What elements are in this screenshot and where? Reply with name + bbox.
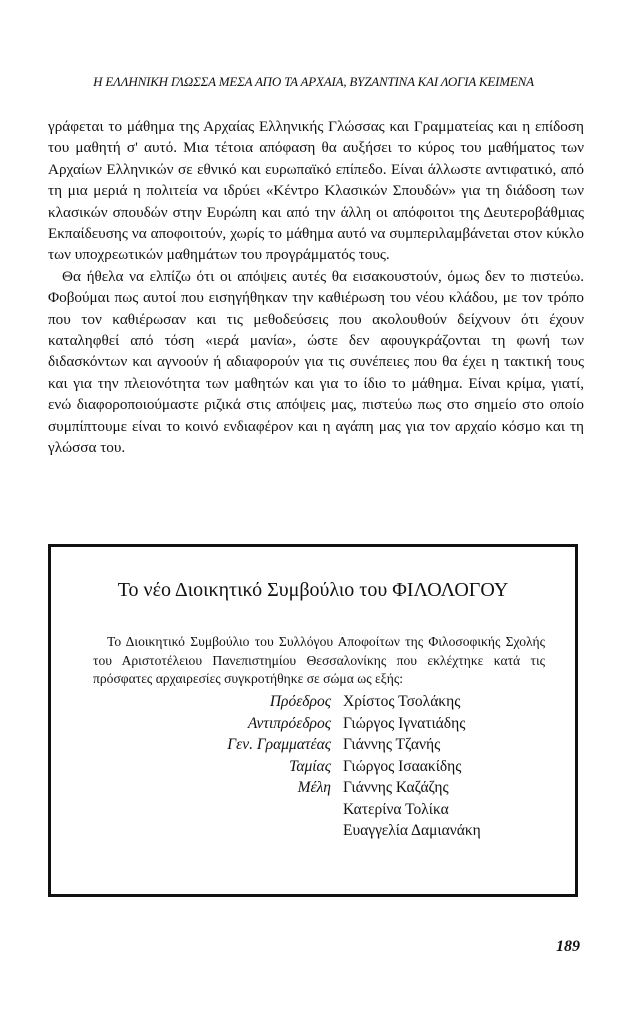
board-row [51,799,575,821]
board-member: Κατερίνα Τολίκα [343,800,449,818]
board-member: Γιάννης Τζανής [343,736,441,753]
board-member: Γιώργος Ισαακίδης [343,757,462,775]
board-row [51,756,575,778]
board-member: Χρίστος Τσολάκης [343,693,461,710]
intro-text: Το Διοικητικό Συμβούλιο του Συλλόγου Αποφοίτων της Φιλοσοφικής Σχολής του Αριστοτέλειου Πανεπιστημίου Θεσσαλονίκης που εκλέχτηκε κατά τις πρόσφατες αρχαιρεσίες συγκροτήθηκε σε σώμα ως εξής: [93,634,545,687]
announcement-box [48,544,578,897]
board-role: Γεν. Γραμματέας [227,736,331,753]
board-member: Γιώργος Ιγνατιάδης [343,714,466,732]
board-role: Αντιπρόεδρος [247,714,331,732]
board-row [51,734,575,756]
running-header: Η ΕΛΛΗΝΙΚΗ ΓΛΩΣΣΑ ΜΕΣΑ ΑΠΟ ΤΑ ΑΡΧΑΙΑ, ΒΥΖΑΝΤΙΝΑ ΚΑΙ ΛΟΓΙΑ ΚΕΙΜΕΝΑ [93,74,534,89]
board-row [51,820,575,842]
board-member: Ευαγγελία Δαμιανάκη [343,822,481,839]
board-member: Γιάννης Καζάζης [343,779,449,796]
page-number: 189 [556,938,580,955]
announcement-intro [93,633,545,689]
board-role: Πρόεδρος [269,693,331,710]
article-body [48,116,584,459]
paragraph: γράφεται το μάθημα της Αρχαίας Ελληνικής Γλώσσας και Γραμματείας και η επίδοση του μαθητή σ' αυτό. Μια τέτοια απόφαση θα αυξήσει το κύρος του μαθήματος των Αρχαίων Ελληνικών σε εθνικό και ευρωπαϊκό επίπεδο. Είναι άλλωστε αντιφατικό, από τη μια μεριά η πολιτεία να ιδρύει «Κέντρο Κλασικών Σπουδών» για τη διάδοση των κλασικών σπουδών στην Ευρώπη και από την άλλη οι απόφοιτοι της Δευτεροβάθμιας Εκπαίδευσης να αποφοιτούν, χωρίς το μάθημα αυτό να συμπεριλαμβάνεται στον κύκλο των υποχρεωτικών μαθημάτων του προγράμματός τους. [48,118,584,264]
board-row [51,691,575,713]
board-role: Μέλη [297,779,331,796]
announcement-title: Το νέο Διοικητικό Συμβούλιο του ΦΙΛΟΛΟΓΟΥ [117,579,509,601]
board-list [51,691,575,842]
board-row [51,713,575,735]
board-row [51,777,575,799]
paragraph: Θα ήθελα να ελπίζω ότι οι απόψεις αυτές θα εισακουστούν, όμως δεν το πιστεύω. Φοβούμαι πως αυτοί που εισηγήθηκαν την καθιέρωση του νέου κλάδου, με τον τρόπο που τον καθιέρωσαν και τις μεθοδεύσεις που ακολουθούν δείχνουν ότι έχουν καταληφθεί από τόση «ιερά μανία», ώστε δεν αφουγκράζονται τη φωνή των διδασκόντων και αγνοούν ή αδιαφορούν για τις συνέπειες που θα έχει η τακτική τους και για την πλειονότητα των μαθητών και για το ίδιο το μάθημα. Είναι κρίμα, γιατί, ενώ διαφοροποιούμαστε ριζικά στις απόψεις μας, πιστεύω πως στο σημείο στο οποίο συμπίπτουμε είναι το κοινό ενδιαφέρον και η αγάπη μας για τον αρχαίο κόσμο και τη γλώσσα του. [48,267,584,457]
board-role: Ταμίας [289,757,331,775]
